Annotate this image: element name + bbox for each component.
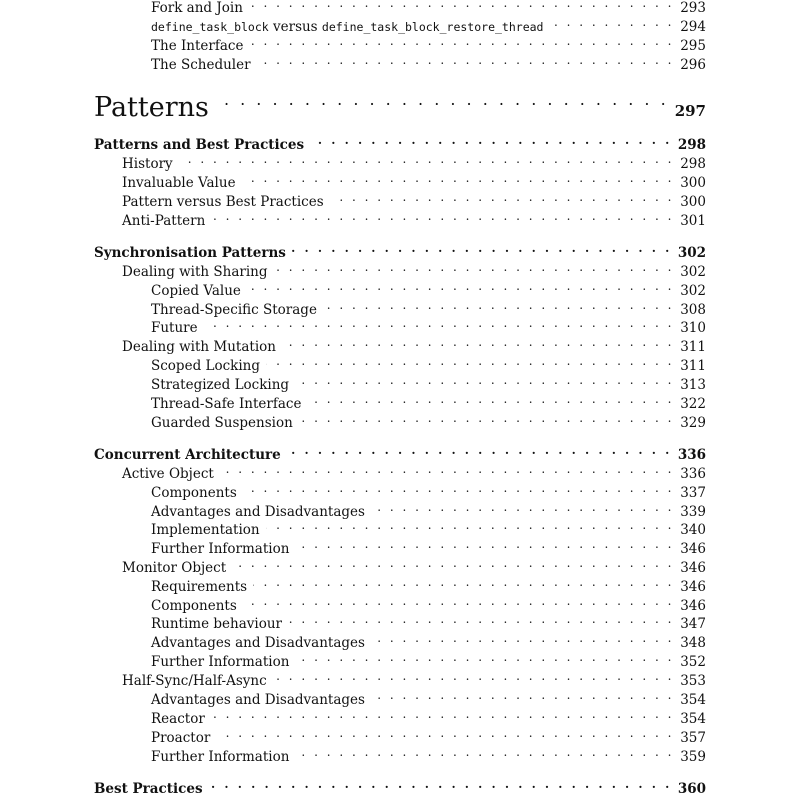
toc-entry [151,577,706,596]
dot-leader [292,243,672,257]
toc-entry [122,262,706,281]
toc-entry [122,671,706,690]
toc-entry [151,709,706,728]
toc-entry [151,520,706,539]
dot-leader [266,520,674,534]
dot-leader [371,690,674,704]
dot-leader [371,502,674,516]
dot-leader [253,577,674,591]
toc-entry-title: History [122,156,173,172]
toc-entry-title: Runtime behaviour [151,616,282,632]
toc-section-entry [94,445,706,464]
page-number: 302 [680,264,706,280]
page-number: 296 [680,57,706,73]
toc-entry [151,413,706,432]
toc-entry-connector: versus [268,19,322,35]
dot-leader [209,779,672,793]
toc-entry-title: Strategized Locking [151,377,290,393]
dot-leader [215,94,669,116]
dot-leader [295,652,674,666]
dot-leader [371,633,674,647]
toc-entry [151,356,706,375]
dot-leader [295,747,674,761]
dot-leader [323,300,674,314]
page-number: 354 [680,711,706,727]
page-number: 352 [680,654,706,670]
toc-entry [151,300,706,319]
page-number: 346 [680,598,706,614]
toc-entry-title: Half-Sync/Half-Async [122,673,267,689]
toc-entry-title: Implementation [151,522,260,538]
toc-entry-title: Components [151,598,237,614]
toc-part-heading [94,92,706,127]
page-number: 357 [680,730,706,746]
page-number: 311 [680,358,706,374]
page-number: 346 [680,579,706,595]
toc-entry [122,211,706,230]
page-number: 336 [680,466,706,482]
page-number: 329 [680,415,706,431]
dot-leader [249,36,674,50]
page-number: 297 [674,102,706,120]
toc-entry [122,464,706,483]
dot-leader [295,375,674,389]
toc-entry-title: Dealing with Mutation [122,339,276,355]
toc-entry [151,502,706,521]
dot-leader [204,318,674,332]
page-number: 302 [680,283,706,299]
dot-leader [216,728,674,742]
dot-leader [211,709,674,723]
toc-section-entry [94,243,706,262]
toc-entry [122,337,706,356]
toc-entry-title: Guarded Suspension [151,415,293,431]
dot-leader [307,394,674,408]
dot-leader [243,483,674,497]
toc-entry [151,318,706,337]
toc-entry-title: The Scheduler [151,57,251,73]
page-number: 359 [680,749,706,765]
dot-leader [211,211,674,225]
dot-leader [243,596,674,610]
toc-entry [151,0,706,17]
toc-entry-title: Synchronisation Patterns [94,245,286,261]
toc-entry-title: Dealing with Sharing [122,264,268,280]
dot-leader [299,413,674,427]
toc-entry-title: Proactor [151,730,211,746]
code-identifier: define_task_block [151,20,269,34]
toc-entry-title: Scoped Locking [151,358,260,374]
toc-entry-title: Further Information [151,749,290,765]
page-number: 298 [677,137,706,153]
page-number: 337 [680,485,706,501]
page-number: 322 [680,396,706,412]
toc-entry-title: Fork and Join [151,0,243,16]
page-number: 302 [677,245,706,261]
toc-entry [122,558,706,577]
dot-leader [247,281,674,295]
dot-leader [266,356,674,370]
page-number: 313 [680,377,706,393]
toc-entry [122,173,706,192]
toc-entry-title: Further Information [151,541,290,557]
toc-entry [151,36,706,55]
toc-entry [122,192,706,211]
dot-leader [242,173,674,187]
toc-entry-title: Advantages and Disadvantages [151,692,365,708]
dot-leader [310,135,672,149]
toc-entry [151,652,706,671]
toc-entry-title: Copied Value [151,283,241,299]
dot-leader [249,0,674,12]
page-number: 310 [680,320,706,336]
toc-entry-title: Requirements [151,579,248,595]
dot-leader [179,154,674,168]
toc-entry-title: Reactor [151,711,205,727]
dot-leader [288,614,674,628]
toc-entry-title: Active Object [122,466,214,482]
toc-entry [151,483,706,502]
toc-entry-title: Pattern versus Best Practices [122,194,324,210]
page-number: 347 [680,616,706,632]
toc-entry [151,690,706,709]
dot-leader [549,17,674,31]
page-number: 339 [680,504,706,520]
toc-entry-title: Components [151,485,237,501]
toc-entry-title: Best Practices [94,781,203,797]
toc-entry-title: Further Information [151,654,290,670]
toc-entry-title: Future [151,320,198,336]
toc-entry [151,17,706,36]
dot-leader [282,337,674,351]
toc-entry [151,394,706,413]
toc-entry-title [151,18,543,36]
page-number: 300 [680,175,706,191]
toc-entry-title: Anti-Pattern [122,213,206,229]
page-number: 295 [680,38,706,54]
toc-entry-title: Patterns and Best Practices [94,137,305,153]
toc-entry-title: Patterns [94,92,209,123]
toc-entry-title: Thread-Safe Interface [151,396,302,412]
toc-entry [151,728,706,747]
toc-entry-title: Advantages and Disadvantages [151,635,365,651]
toc-entry [151,281,706,300]
page-number: 293 [680,0,706,16]
page-number: 354 [680,692,706,708]
toc-entry [151,614,706,633]
dot-leader [220,464,674,478]
toc-entry [122,154,706,173]
dot-leader [295,539,674,553]
toc-entry-title: Monitor Object [122,560,227,576]
toc-entry-title: Invaluable Value [122,175,236,191]
page-number: 301 [680,213,706,229]
toc-entry-title: Thread-Specific Storage [151,302,317,318]
page-number: 353 [680,673,706,689]
page-number: 300 [680,194,706,210]
page-number: 340 [680,522,706,538]
dot-leader [287,445,672,459]
toc-section-entry [94,135,706,154]
dot-leader [273,671,674,685]
code-identifier: define_task_block_restore_thread [321,20,544,34]
page-number: 308 [680,302,706,318]
page-number: 360 [677,781,706,797]
toc-entry [151,375,706,394]
toc-entry-title: Concurrent Architecture [94,447,281,463]
dot-leader [257,55,674,69]
toc-section-entry [94,779,706,798]
toc-entry [151,539,706,558]
toc-entry [151,596,706,615]
page-number: 346 [680,541,706,557]
page-number: 346 [680,560,706,576]
page-number: 336 [677,447,706,463]
page-number: 298 [680,156,706,172]
toc-entry [151,55,706,74]
dot-leader [274,262,674,276]
toc-entry-title: Advantages and Disadvantages [151,504,365,520]
dot-leader [330,192,674,206]
toc-entry-title: The Interface [151,38,244,54]
toc-entry [151,747,706,766]
dot-leader [232,558,674,572]
page-number: 311 [680,339,706,355]
page-number: 294 [680,19,706,35]
page-number: 348 [680,635,706,651]
toc-entry [151,633,706,652]
